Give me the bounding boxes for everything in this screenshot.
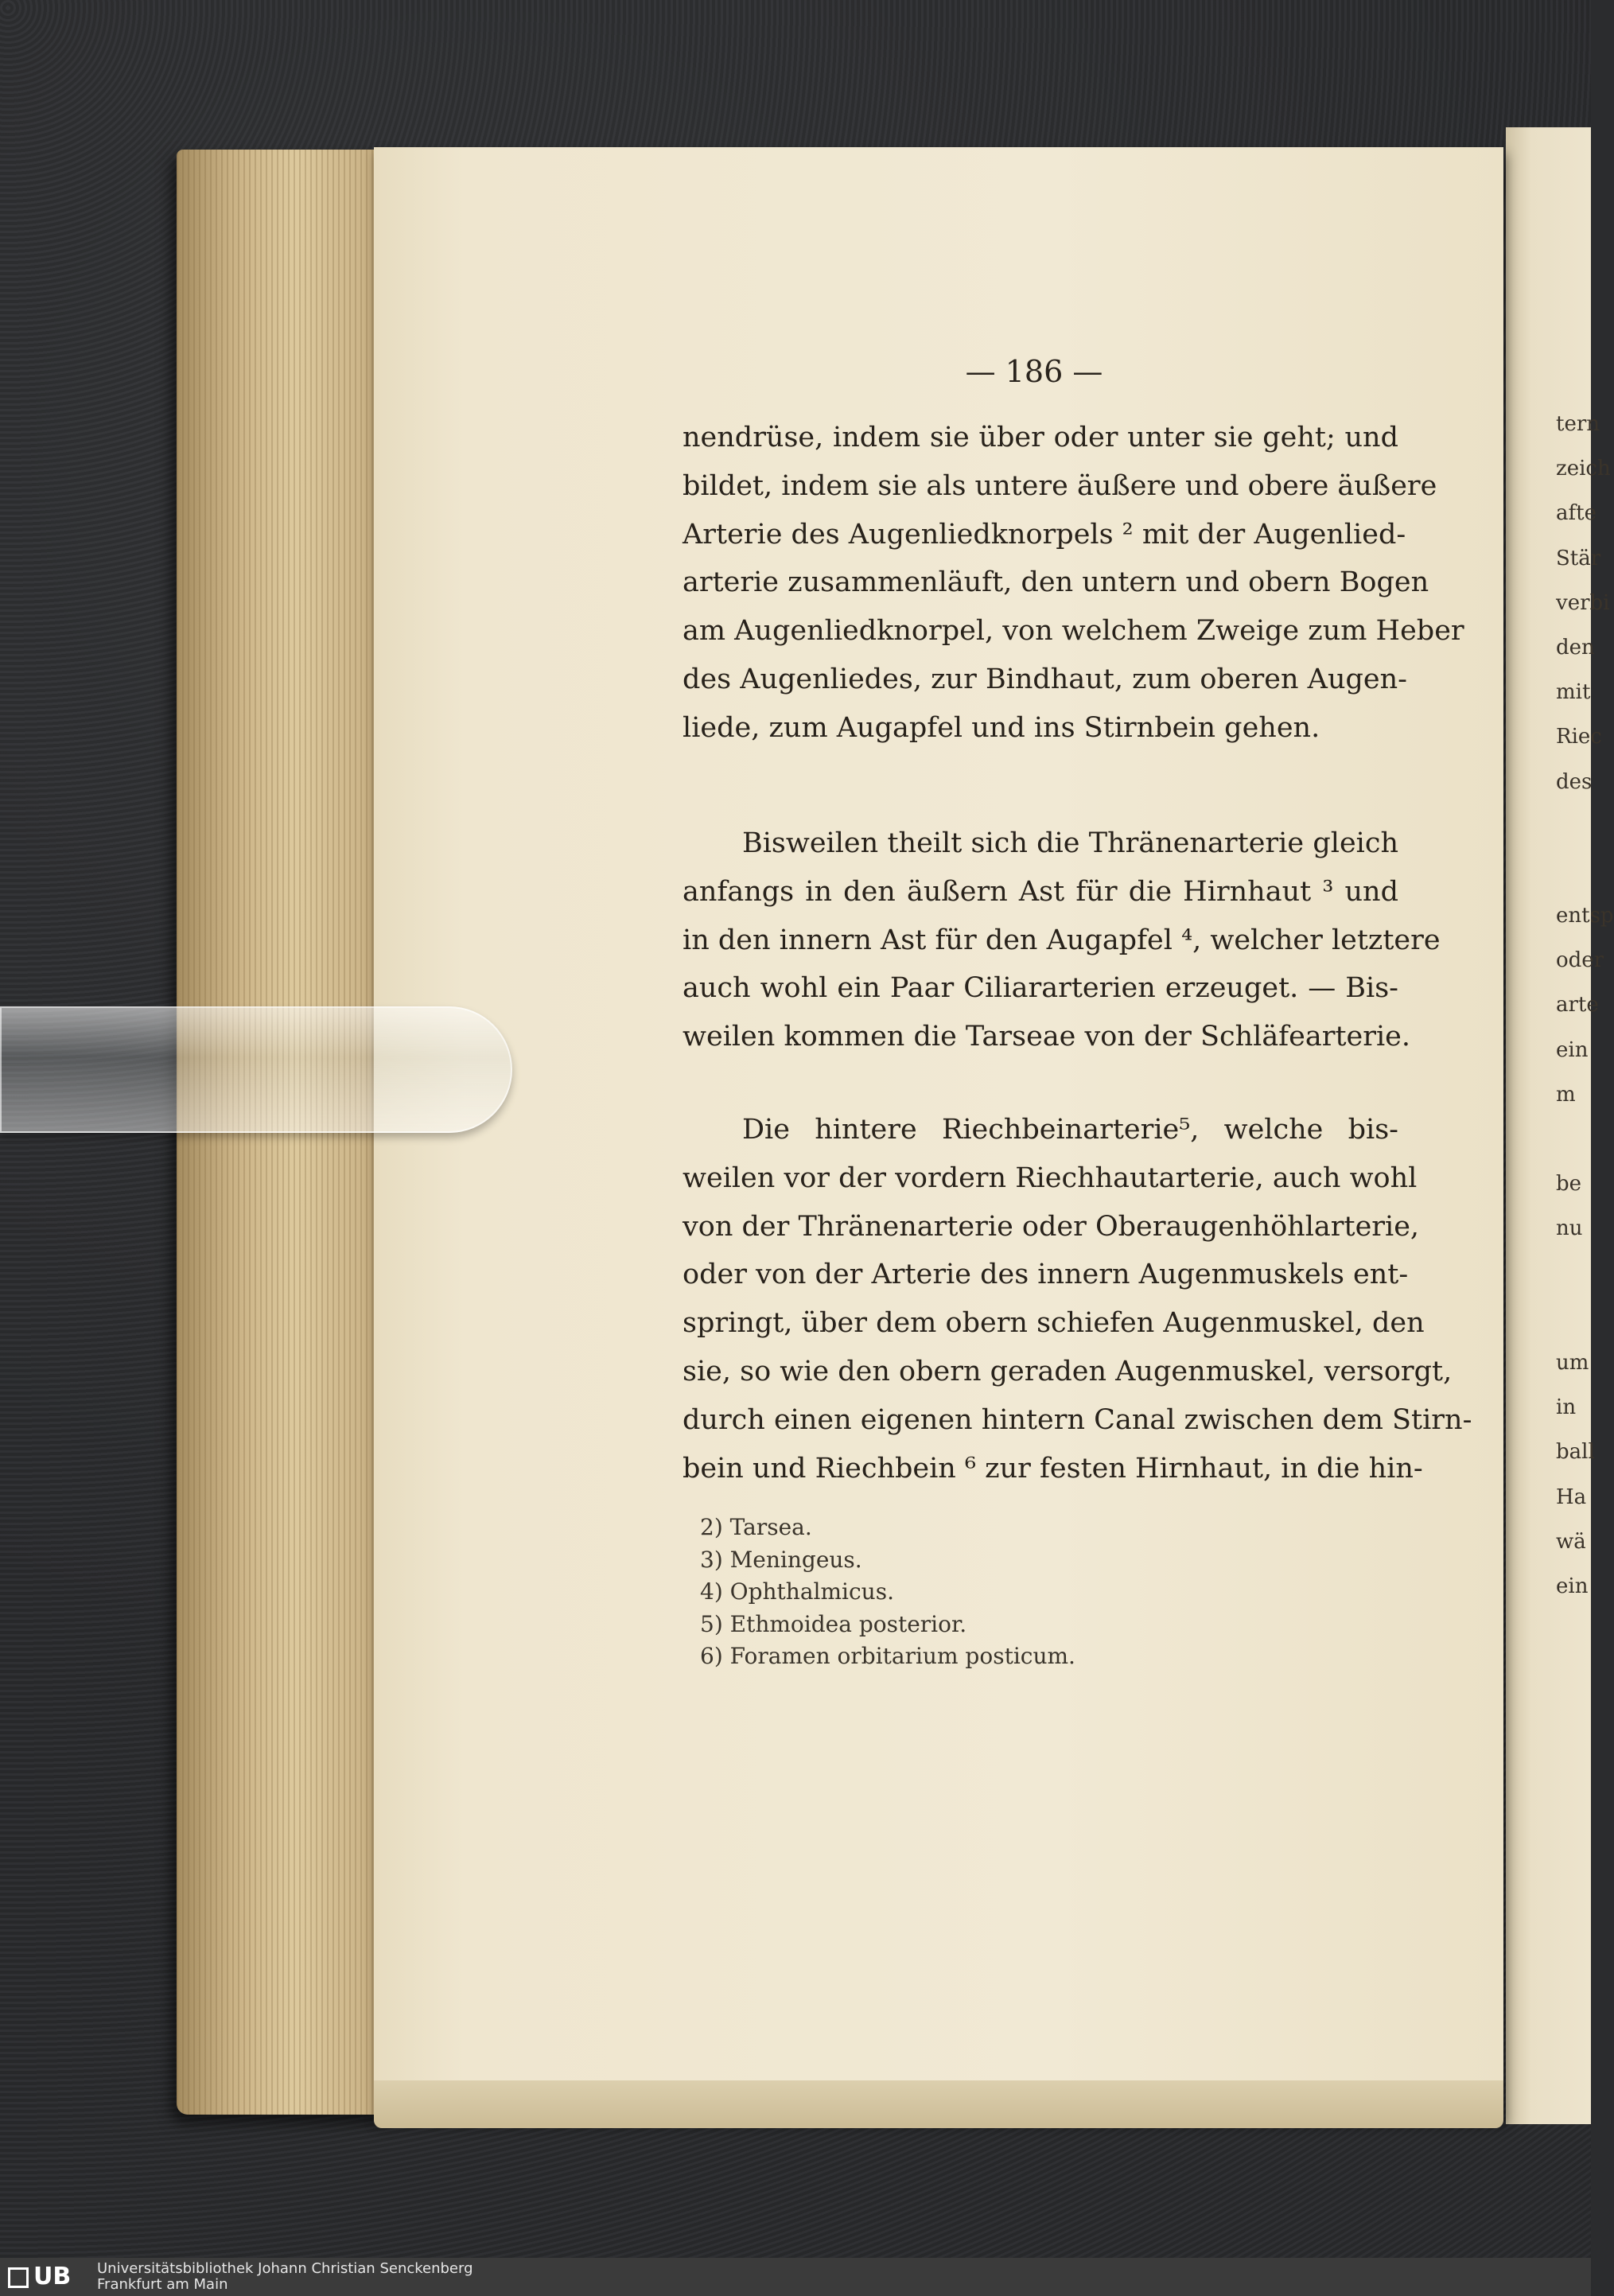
facing-page-fragment: tern [1556,412,1600,436]
paragraph-1 [683,414,1464,753]
facing-page-fragment [1556,804,1591,849]
footer-bar [0,2258,1591,2296]
facing-page-text [1556,402,1614,1609]
text-line: bildet, indem sie als untere äußere und obere äußere [683,469,1437,502]
text-line: arterie zusammenläuft, den untern und obern Bogen [683,566,1429,599]
footnote: 2) Tarsea. [700,1514,812,1540]
text-line: bein und Riechbein ⁶ zur festen Hirnhaut, in die hin- [683,1452,1423,1485]
facing-page-fragment: um [1556,1350,1589,1375]
text-line: weilen kommen die Tarseae von der Schläfearterie. [683,1021,1410,1053]
text-line: in den innern Ast für den Augapfel ⁴, welcher letztere [683,924,1441,956]
library-city: Frankfurt am Main [97,2276,228,2293]
facing-page-fragment: entsp [1556,904,1614,928]
library-name: Universitätsbibliothek Johann Christian Senckenberg [97,2260,473,2277]
facing-page-fragment: arte [1556,993,1599,1018]
page-number: — 186 — [965,354,1103,389]
text-line: Bisweilen theilt sich die Thränenarterie gleich [742,827,1398,859]
text-line: am Augenliedknorpel, von welchem Zweige zum Heber [683,615,1464,648]
facing-page-fragment: Stär [1556,546,1601,570]
facing-page-fragment: Riec [1556,725,1602,749]
facing-page-fragment: des [1556,769,1593,794]
footnote: 6) Foramen orbitarium posticum. [700,1643,1075,1669]
text-line: durch einen eigenen hintern Canal zwischen dem Stirn- [683,1403,1472,1436]
facing-page-fragment: in [1556,1395,1577,1420]
facing-page-fragment: den [1556,635,1595,660]
facing-page-fragment: zeich [1556,457,1611,481]
text-line: springt, über dem obern schiefen Augenmuskel, den [683,1307,1425,1340]
facing-page-fragment: Ha [1556,1485,1587,1509]
facing-page-fragment: nu [1556,1216,1583,1241]
facing-page-fragment: afte [1556,501,1596,526]
facing-page-fragment: ein [1556,1574,1589,1598]
paragraph-3 [683,1106,1472,1492]
facing-page-fragment: m [1556,1082,1576,1107]
facing-page-fragment: mit [1556,680,1591,705]
footnote: 5) Ethmoidea posterior. [700,1610,967,1637]
text-line: liede, zum Augapfel und ins Stirnbein gehen. [683,711,1320,744]
text-line: des Augenliedes, zur Bindhaut, zum oberen Augen- [683,663,1407,695]
footnote: 3) Meningeus. [700,1546,862,1573]
facing-page-fragment: ball [1556,1440,1595,1465]
ub-logo: UB [8,2263,88,2291]
text-line: Die hintere Riechbeinarterie⁵, welche bis- [742,1114,1398,1146]
page-bottom-edge [374,2080,1503,2128]
facing-page-fragment: verbi [1556,590,1610,615]
facing-page-fragment [1556,1117,1591,1162]
facing-page-fragment: wä [1556,1529,1586,1554]
facing-page-fragment [1556,1296,1591,1341]
text-line: anfangs in den äußern Ast für die Hirnhaut ³ und [683,875,1398,908]
text-line: auch wohl ein Paar Ciliararterien erzeuget. — Bis- [683,972,1398,1005]
text-line: nendrüse, indem sie über oder unter sie geht; und [683,422,1398,453]
page-holder-clip [0,1006,512,1133]
facing-page-fragment: ein [1556,1037,1589,1062]
paragraph-2 [683,819,1441,1061]
footnote: 4) Ophthalmicus. [700,1578,894,1605]
facing-page-fragment [1556,1251,1591,1296]
footnotes [700,1512,1257,1673]
text-line: weilen vor der vordern Riechhautarterie, auch wohl [683,1162,1418,1194]
library-credit [97,2261,473,2293]
facing-page-fragment: oder [1556,948,1604,973]
text-line: sie, so wie den obern geraden Augenmuskel, versorgt, [683,1355,1453,1387]
facing-page-fragment [1556,849,1591,893]
facing-page-fragment: be [1556,1172,1582,1197]
text-line: von der Thränenarterie oder Oberaugenhöhlarterie, [683,1210,1420,1243]
text-line: oder von der Arterie des innern Augenmuskels ent- [683,1259,1409,1291]
text-line: Arterie des Augenliedknorpels ² mit der Augenlied- [683,518,1406,551]
